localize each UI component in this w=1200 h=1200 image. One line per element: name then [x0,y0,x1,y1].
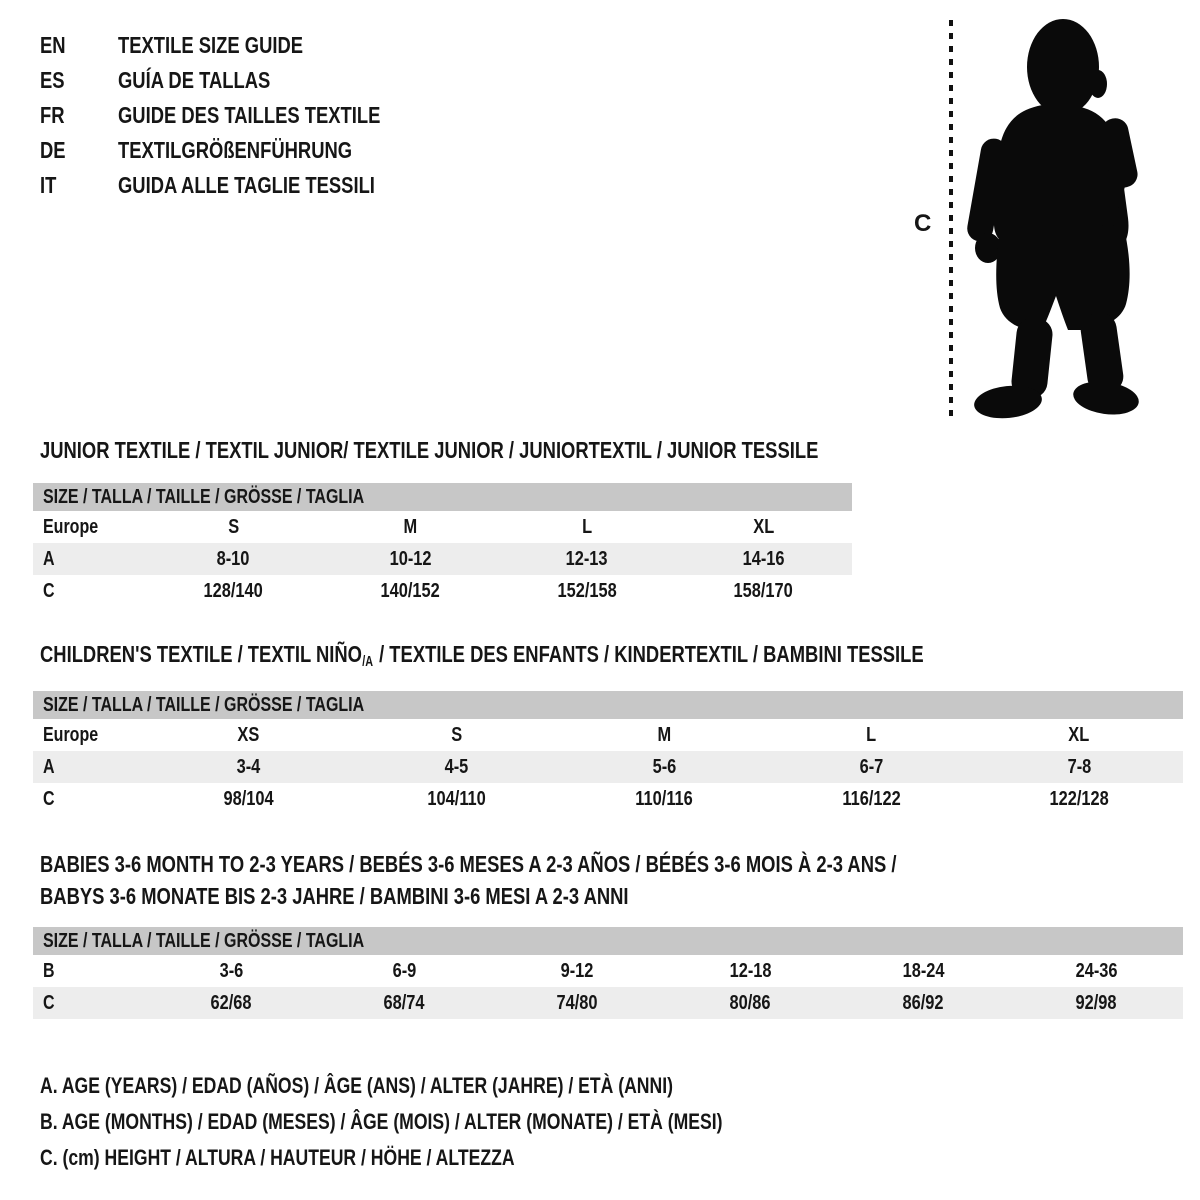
language-code [40,137,118,164]
junior-heading-text: JUNIOR TEXTILE / TEXTIL JUNIOR/ TEXTILE JUNIOR / JUNIORTEXTIL / JUNIOR TESSILE [40,437,819,463]
age-cell: 5-6 [652,755,676,778]
language-code-text: IT [40,172,57,198]
age-cell: 4-5 [444,755,469,778]
table-row [33,955,1183,987]
size-cell: M [657,723,671,746]
height-cell: 158/170 [733,579,794,602]
age-cell: 3-4 [236,755,261,778]
age-cell: 12-13 [565,547,608,570]
babies-size-table [33,927,1183,1019]
age-cell: 3-6 [219,959,244,982]
height-cell: 110/116 [635,787,693,810]
junior-size-table [33,483,852,607]
row-label: C [43,579,55,602]
language-code-text: DE [40,137,66,163]
measurement-legend [40,1068,893,1176]
height-cell: 116/122 [842,787,901,810]
size-header-text: SIZE / TALLA / TAILLE / GRÖSSE / TAGLIA [43,485,365,508]
age-cell: 6-7 [859,755,884,778]
size-cell: XS [237,723,260,746]
guide-title-text: GUÍA DE TALLAS [118,67,271,93]
row-label: A [43,755,55,778]
height-cell: 152/158 [557,579,617,602]
guide-title [118,172,439,199]
height-cell: 68/74 [383,991,426,1014]
age-cell: 9-12 [561,959,594,982]
height-cell: 98/104 [223,787,274,810]
size-header-row [33,483,852,511]
language-row [40,98,446,133]
language-row [40,133,446,168]
babies-heading-line2: BABYS 3-6 MONATE BIS 2-3 JAHRE / BAMBINI 3-6 MESI A 2-3 ANNI [40,883,629,909]
toddler-body [965,19,1141,421]
children-section-heading [40,638,1145,674]
table-row [33,783,1183,815]
table-row [33,511,852,543]
height-cell: 74/80 [556,991,599,1014]
guide-title-text: TEXTILE SIZE GUIDE [118,32,304,58]
height-cell: 128/140 [203,579,264,602]
age-cell: 12-18 [729,959,772,982]
babies-heading-line1: BABIES 3-6 MONTH TO 2-3 YEARS / BEBÉS 3-6 MESES A 2-3 AÑOS / BÉBÉS 3-6 MOIS À 2-3 ANS / [40,851,897,877]
row-label: C [43,787,55,810]
row-label: B [43,959,55,982]
age-cell: 14-16 [742,547,785,570]
age-cell: 18-24 [902,959,945,982]
size-cell: L [581,515,592,538]
legend-line-c: C. (cm) HEIGHT / ALTURA / HAUTEUR / HÖHE / ALTEZZA [40,1145,515,1170]
table-row [33,575,852,607]
height-cell: 140/152 [380,579,440,602]
nino-a-subscript: /A [362,653,374,670]
size-cell: M [403,515,417,538]
size-cell: S [450,723,462,746]
language-code [40,102,118,129]
row-label: Europe [43,723,99,746]
babies-section-heading [40,848,1111,912]
legend-line-b: B. AGE (MONTHS) / EDAD (MESES) / ÂGE (MOIS) / ALTER (MONATE) / ETÀ (MESI) [40,1109,723,1134]
size-header-text: SIZE / TALLA / TAILLE / GRÖSSE / TAGLIA [43,929,365,952]
language-row [40,63,446,98]
table-row [33,719,1183,751]
guide-title-text: TEXTILGRÖßENFÜHRUNG [118,137,353,163]
row-label: A [43,547,55,570]
junior-section-heading [40,434,1013,466]
children-size-table [33,691,1183,815]
age-cell: 7-8 [1067,755,1092,778]
table-row [33,987,1183,1019]
age-cell: 6-9 [392,959,417,982]
language-row [40,28,446,63]
height-cell: 86/92 [902,991,945,1014]
size-cell: XL [1068,723,1090,746]
guide-title [118,137,411,164]
language-code-text: EN [40,32,66,58]
size-header-row [33,927,1183,955]
height-cell: 92/98 [1075,991,1118,1014]
children-heading-text: CHILDREN'S TEXTILE / TEXTIL NIÑO/A / TEXTILE DES ENFANTS / KINDERTEXTIL / BAMBINI TESSILE [40,638,924,674]
size-cell: XL [753,515,775,538]
age-cell: 24-36 [1075,959,1118,982]
language-code-text: ES [40,67,65,93]
height-cell: 122/128 [1049,787,1109,810]
guide-title-text: GUIDE DES TAILLES TEXTILE [118,102,381,128]
toddler-silhouette [938,14,1142,426]
language-code [40,172,118,199]
size-header-row [33,691,1183,719]
size-cell: S [227,515,239,538]
table-row [33,751,1183,783]
age-cell: 10-12 [389,547,432,570]
table-row [33,543,852,575]
height-measure-label: C [914,210,932,237]
guide-title [118,67,308,94]
row-label: Europe [43,515,99,538]
language-row [40,168,446,203]
guide-title [118,102,446,129]
guide-title-text: GUIDA ALLE TAGLIE TESSILI [118,172,375,198]
age-cell: 8-10 [216,547,250,570]
height-cell: 62/68 [210,991,253,1014]
size-cell: L [866,723,877,746]
language-code-text: FR [40,102,65,128]
size-header-text: SIZE / TALLA / TAILLE / GRÖSSE / TAGLIA [43,693,365,716]
height-cell: 104/110 [427,787,486,810]
row-label: C [43,991,55,1014]
language-title-list [40,28,446,203]
legend-line-a: A. AGE (YEARS) / EDAD (AÑOS) / ÂGE (ANS) / ALTER (JAHRE) / ETÀ (ANNI) [40,1073,673,1098]
guide-title [118,32,349,59]
height-cell: 80/86 [729,991,772,1014]
language-code [40,32,118,59]
language-code [40,67,118,94]
